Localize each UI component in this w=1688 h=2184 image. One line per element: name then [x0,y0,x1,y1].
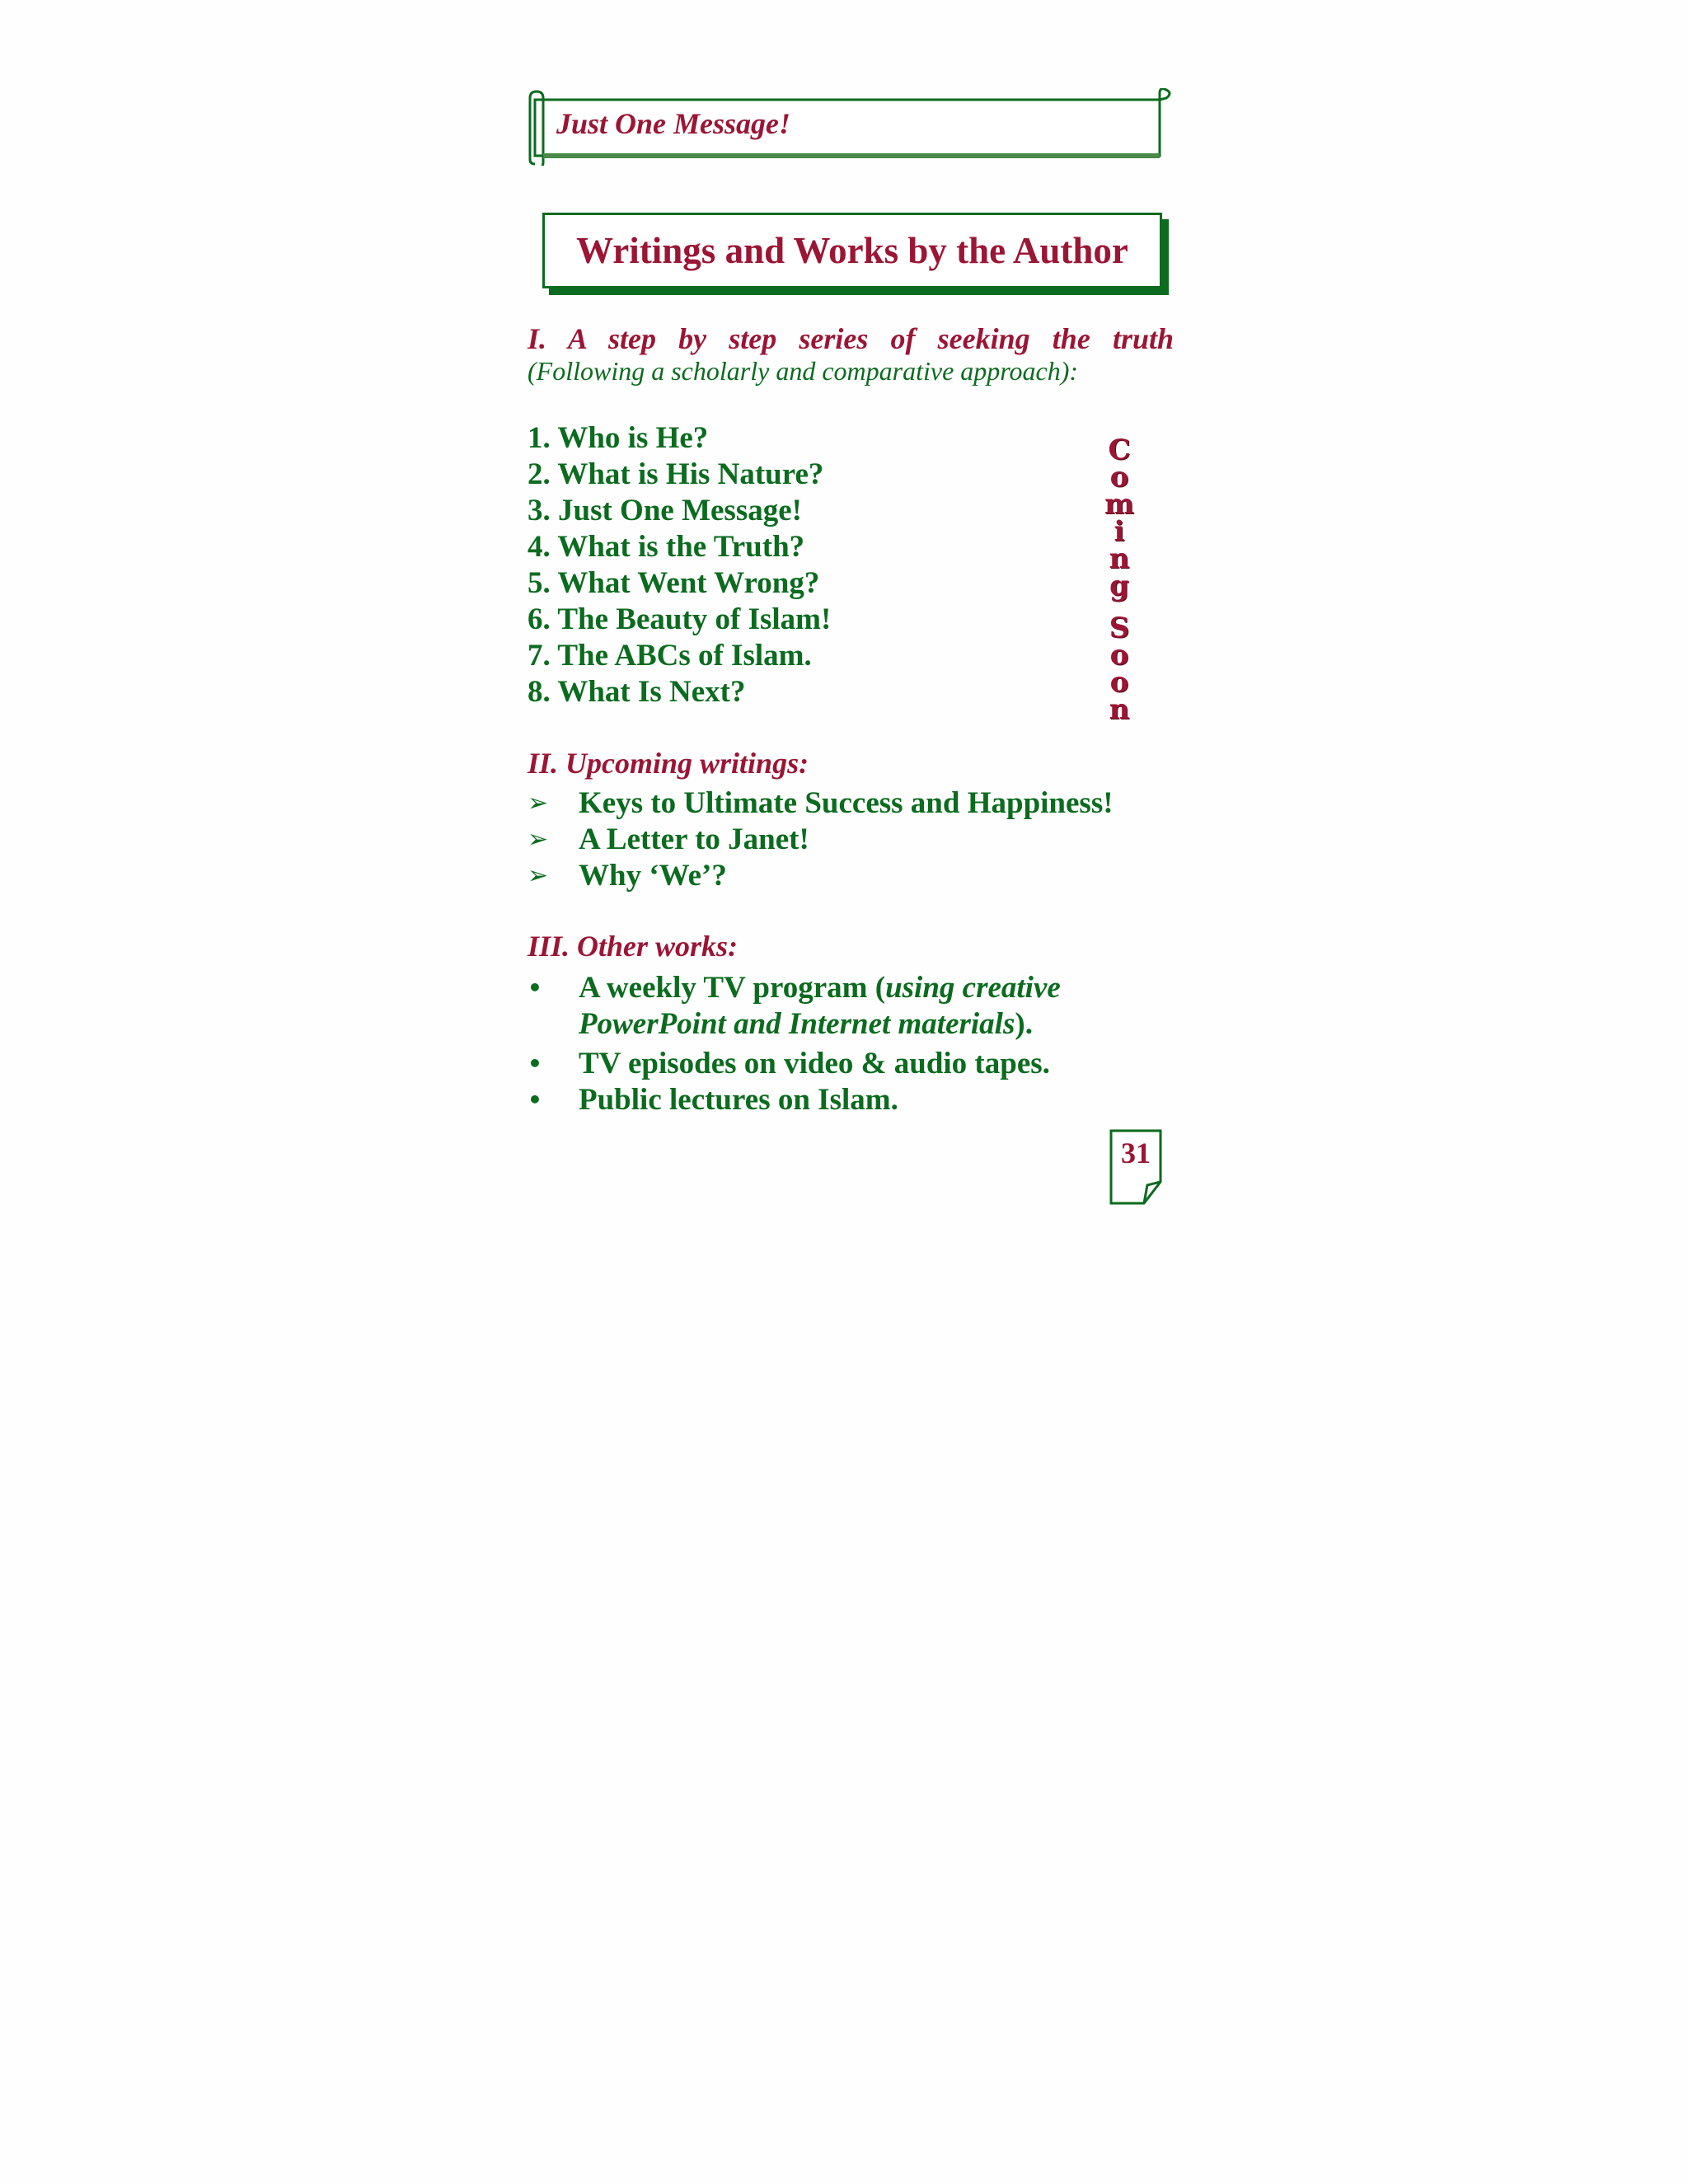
series-item: 2. What is His Nature? [528,457,824,491]
series-list [528,420,831,710]
title-box [542,213,1162,288]
series-item: 4. What is the Truth? [528,530,805,564]
running-header-scroll [525,88,1176,166]
arrow-bullet-icon: ➢ [528,825,549,854]
page-number-tab [1109,1129,1162,1205]
series-item: 7. The ABCs of Islam. [528,639,812,673]
bullet-dot-icon: • [528,1050,542,1077]
section-3-heading: III. Other works: [528,930,738,963]
series-item: 1. Who is He? [528,421,709,455]
arrow-bullet-icon: ➢ [528,861,549,890]
coming-soon-stamp: C o m i n g S o o n [1104,434,1134,726]
series-item: 8. What Is Next? [528,675,746,709]
arrow-bullet-icon: ➢ [528,789,549,818]
section-1-subheading: (Following a scholarly and comparative approach): [528,356,1079,386]
series-item: 5. What Went Wrong? [528,566,820,600]
page-number: 31 [1121,1137,1151,1169]
bullet-dot-icon: • [528,1086,542,1113]
bullet-dot-icon: • [528,974,542,1001]
page-title: Writings and Works by the Author [576,230,1128,271]
running-title: Just One Message! [556,107,791,140]
section-1-heading: I. A step by step series of seeking the truth [528,322,1174,355]
series-item: 6. The Beauty of Islam! [528,602,832,636]
section-2-heading: II. Upcoming writings: [528,747,809,780]
series-item: 3. Just One Message! [528,494,802,527]
